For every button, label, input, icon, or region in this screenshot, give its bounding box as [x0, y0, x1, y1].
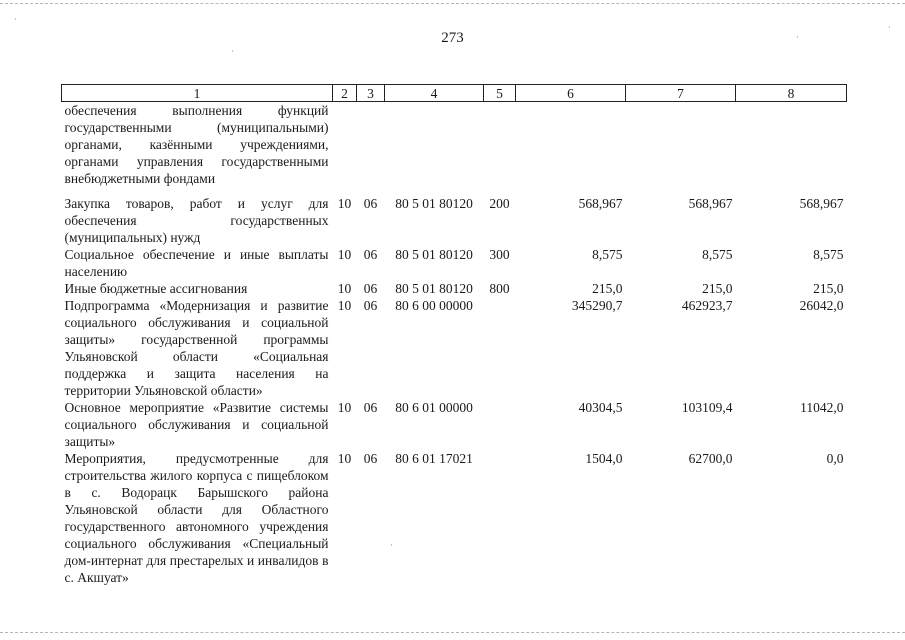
table-row: [62, 297, 847, 399]
row-expense-type: 800: [489, 281, 510, 296]
row-subsection: 06: [363, 298, 378, 313]
scan-speck: ·: [796, 32, 799, 42]
row-expense-type: [484, 102, 516, 188]
header-col-6: 6: [516, 85, 626, 102]
header-col-7: 7: [626, 85, 736, 102]
row-subsection: 06: [363, 196, 378, 211]
row-subsection: [357, 102, 385, 188]
row-amount-col6: 40304,5: [578, 400, 623, 415]
row-amount-col6: 568,967: [578, 196, 623, 211]
row-section: 10: [337, 196, 352, 211]
row-target-code: 80 5 01 80120: [395, 281, 473, 296]
row-description: Закупка товаров, работ и услуг для обеспечения государственных (муниципальных) нужд: [64, 196, 329, 245]
table-body: [62, 102, 847, 587]
row-target-code: 80 5 01 80120: [395, 247, 473, 262]
row-subsection: 06: [363, 400, 378, 415]
row-amount-col7: 103109,4: [681, 400, 733, 415]
row-section: 10: [337, 400, 352, 415]
row-amount-col8: 8,575: [813, 247, 844, 262]
row-amount-col6: 215,0: [592, 281, 623, 296]
table-row: [62, 246, 847, 280]
row-amount-col6: 1504,0: [585, 451, 623, 466]
header-row: [62, 85, 847, 102]
row-subsection: 06: [363, 247, 378, 262]
row-amount-col8: 568,967: [799, 196, 844, 211]
table-row: [62, 450, 847, 586]
header-col-4: 4: [385, 85, 484, 102]
row-description: Основное мероприятие «Развитие системы социального обслуживания и социальной защиты»: [64, 400, 329, 449]
budget-table: [61, 84, 847, 586]
row-amount-col7: 62700,0: [688, 451, 733, 466]
row-amount-col8: 11042,0: [800, 400, 844, 415]
header-col-5: 5: [484, 85, 516, 102]
row-amount-col6: 8,575: [592, 247, 623, 262]
row-subsection: 06: [363, 281, 378, 296]
row-section: 10: [337, 451, 352, 466]
row-target-code: 80 6 01 17021: [395, 451, 473, 466]
table-header: [62, 85, 847, 102]
row-expense-type: 300: [489, 247, 510, 262]
scan-speck: ·: [390, 540, 393, 550]
scan-edge-bottom: [0, 632, 905, 634]
row-description: обеспечения выполнения функций государственными (муниципальными) органами, казёнными учреждениями, органами управления государственными внебюджетными фондами: [64, 103, 329, 186]
row-amount-col6: 345290,7: [571, 298, 623, 313]
scan-edge-top: [0, 3, 905, 5]
row-section: 10: [337, 298, 352, 313]
row-amount-col7: 462923,7: [681, 298, 733, 313]
row-amount-col6: [516, 102, 626, 188]
row-amount-col8: 215,0: [813, 281, 844, 296]
header-col-8: 8: [736, 85, 847, 102]
row-expense-type: [484, 450, 516, 586]
table-row: [62, 102, 847, 188]
row-description: Иные бюджетные ассигнования: [64, 281, 248, 296]
row-amount-col7: 568,967: [688, 196, 733, 211]
header-col-1: 1: [62, 85, 333, 102]
row-amount-col8: 26042,0: [799, 298, 844, 313]
row-subsection: 06: [363, 451, 378, 466]
row-description: Социальное обеспечение и иные выплаты населению: [64, 247, 329, 279]
scan-speck: ·: [231, 46, 234, 56]
row-section: [333, 102, 357, 188]
table-row: [62, 195, 847, 246]
row-target-code: [385, 102, 484, 188]
row-section: 10: [337, 247, 352, 262]
scan-speck: ·: [14, 14, 17, 24]
row-expense-type: 200: [489, 196, 510, 211]
page-number: 273: [441, 30, 464, 46]
row-amount-col8: [736, 102, 847, 188]
table-row: [62, 280, 847, 297]
row-target-code: 80 5 01 80120: [395, 196, 473, 211]
table-row: [62, 399, 847, 450]
row-section: 10: [337, 281, 352, 296]
row-expense-type: [484, 399, 516, 450]
row-expense-type: [484, 297, 516, 399]
row-target-code: 80 6 01 00000: [395, 400, 473, 415]
row-amount-col8: 0,0: [826, 451, 844, 466]
row-description: Подпрограмма «Модернизация и развитие социального обслуживания и социальной защиты» государственной программы Ульяновской области «Социальная поддержка и защита населения на территории Ульяновской области»: [64, 298, 329, 398]
scan-speck: ·: [888, 22, 891, 32]
row-spacer: [62, 187, 847, 195]
row-target-code: 80 6 00 00000: [395, 298, 473, 313]
row-amount-col7: 215,0: [702, 281, 733, 296]
header-col-3: 3: [357, 85, 385, 102]
row-amount-col7: [626, 102, 736, 188]
header-col-2: 2: [333, 85, 357, 102]
row-amount-col7: 8,575: [702, 247, 733, 262]
row-description: Мероприятия, предусмотренные для строительства жилого корпуса с пищеблоком в с. Водорацк Барышского района Ульяновской области для Областного государственного автономного учреждения социального обслуживания «Специальный дом-интернат для престарелых и инвалидов в с. Акшуат»: [64, 451, 329, 585]
